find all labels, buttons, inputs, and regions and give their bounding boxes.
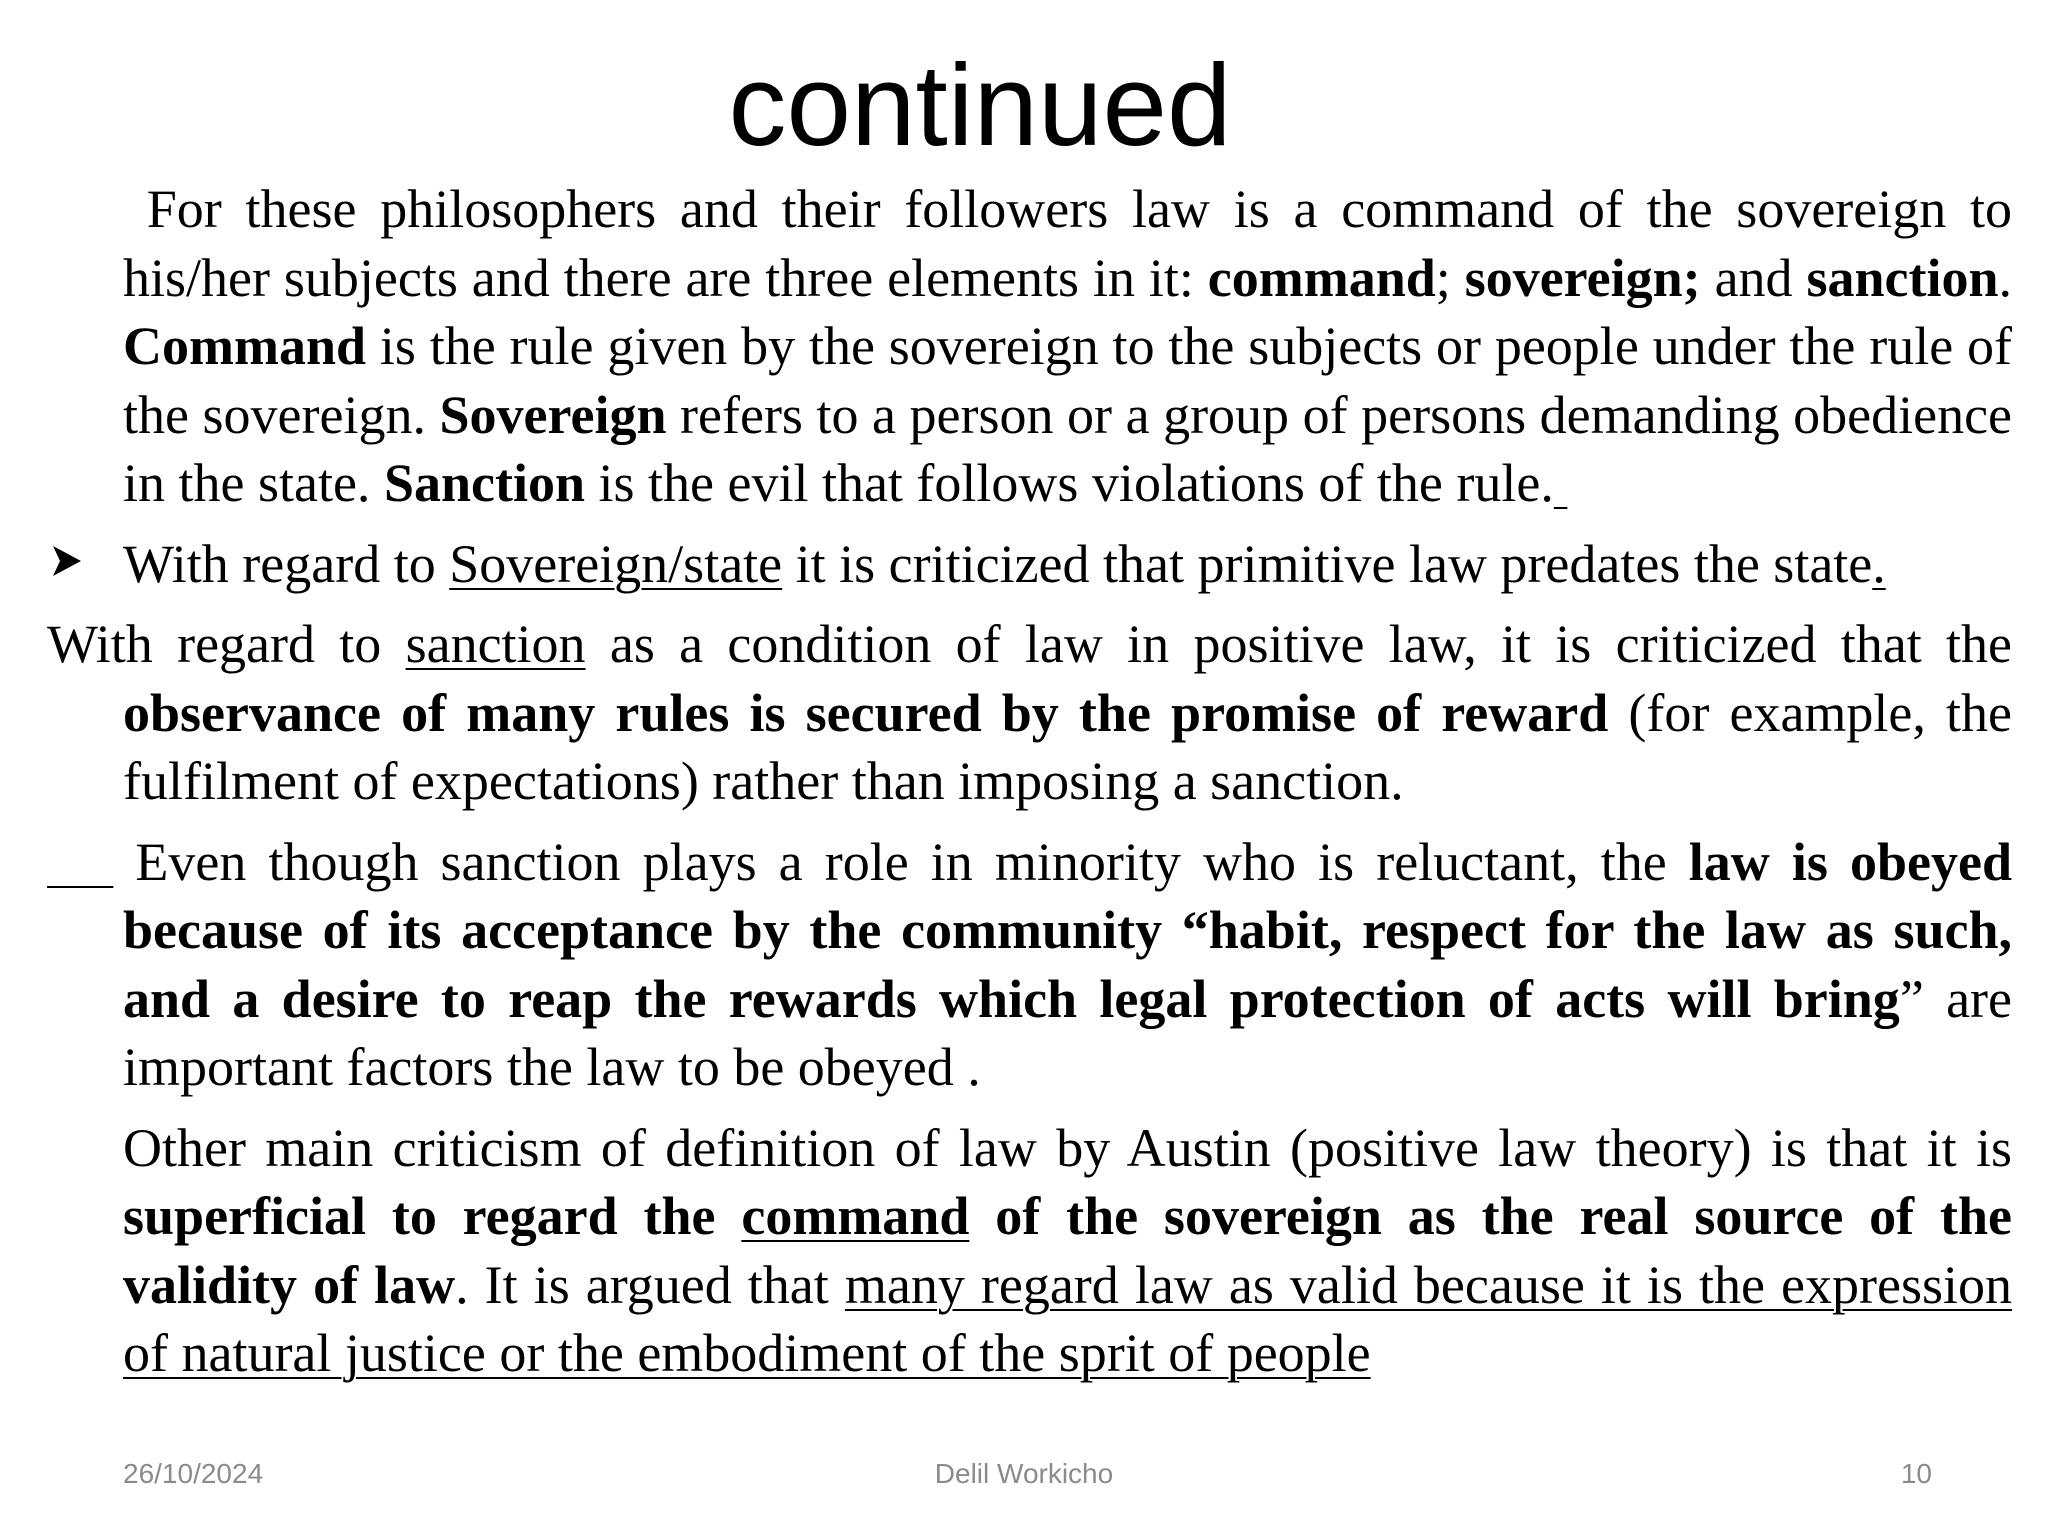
p1-text-6: refers to a person or a group of persons demanding obedience in the state.	[123, 384, 2013, 513]
link-sovereign-state: Sovereign/state	[449, 533, 783, 594]
term-sanction-underlined: sanction	[405, 614, 586, 674]
slide-title: continued	[728, 40, 1232, 170]
p2-text-2: it is criticized that primitive law predates the state	[782, 533, 1873, 594]
paragraph-sovereign-criticism	[47, 530, 2012, 599]
paragraph-sanction-criticism	[47, 610, 2012, 816]
p1-text-2: ;	[1435, 247, 1465, 308]
p3-text-2: as a condition of law in positive law, it is criticized that the	[585, 614, 2012, 674]
term-sovereign: sovereign;	[1464, 247, 1701, 308]
term-sanction-def: Sanction	[383, 453, 585, 513]
paragraph-obedience	[47, 828, 2012, 1102]
p4-text-2: ” are important factors the law to be obeyed .	[123, 968, 2012, 1097]
p1-text-5: is the rule given by the sovereign to the subjects or people under the rule of the sovereign.	[123, 316, 2012, 445]
footer-author: Delil Workicho	[934, 1458, 1114, 1489]
p1-text-1: For these philosophers and their followers law is a command of the sovereign to his/her subjects and there are three elements in it:	[123, 179, 2012, 308]
p3-bold-reward: observance of many rules is secured by the promise of reward	[123, 682, 1609, 743]
term-sanction: sanction	[1806, 247, 1999, 308]
term-sovereign-def: Sovereign	[439, 384, 667, 445]
p1-text-4: .	[1998, 247, 2013, 308]
paragraph-austin-criticism	[47, 1114, 2012, 1388]
paragraph-command-theory	[47, 175, 2012, 518]
term-command: command	[1207, 247, 1436, 308]
footer-date: 26/10/2024	[123, 1458, 264, 1489]
p3-text-1: With regard to	[47, 614, 406, 674]
p4-text-1: Even though sanction plays a role in minority who is reluctant, the	[113, 831, 1689, 892]
p2-period: .	[1872, 533, 1886, 594]
p5-bold-2: of the sovereign as the real source of the validity of law	[123, 1186, 2013, 1315]
p2-text-1: With regard to	[123, 533, 450, 594]
p5-bold-1: superficial to regard the	[123, 1186, 742, 1246]
slide-body	[47, 175, 2012, 1388]
p1-text-7: is the evil that follows violations of the rule.	[585, 453, 1554, 513]
footer-page-number: 10	[1900, 1458, 1932, 1489]
p4-blank-underline	[47, 832, 113, 892]
term-command-def: Command	[123, 316, 367, 376]
arrowhead-bullet-icon	[47, 530, 87, 598]
p3-text-3: (for example, the fulfilment of expectations) rather than imposing a sanction.	[123, 682, 2013, 811]
p5-text-1: Other main criticism of definition of law by Austin (positive law theory) is that it is	[123, 1117, 2012, 1178]
p5-underlined-argument: many regard law as valid because it is the expression of natural justice or the embodiment of the sprit of people	[123, 1254, 2012, 1383]
p1-text-3: and	[1700, 247, 1807, 308]
term-command-underlined: command	[741, 1186, 970, 1246]
p5-text-2: . It is argued that	[455, 1254, 845, 1315]
p1-trailing-underline	[1554, 453, 1568, 513]
p4-bold-acceptance: law is obeyed because of its acceptance by the community “habit, respect for the law as such, and a desire to reap the rewards which legal protection of acts will bring	[123, 831, 2012, 1029]
